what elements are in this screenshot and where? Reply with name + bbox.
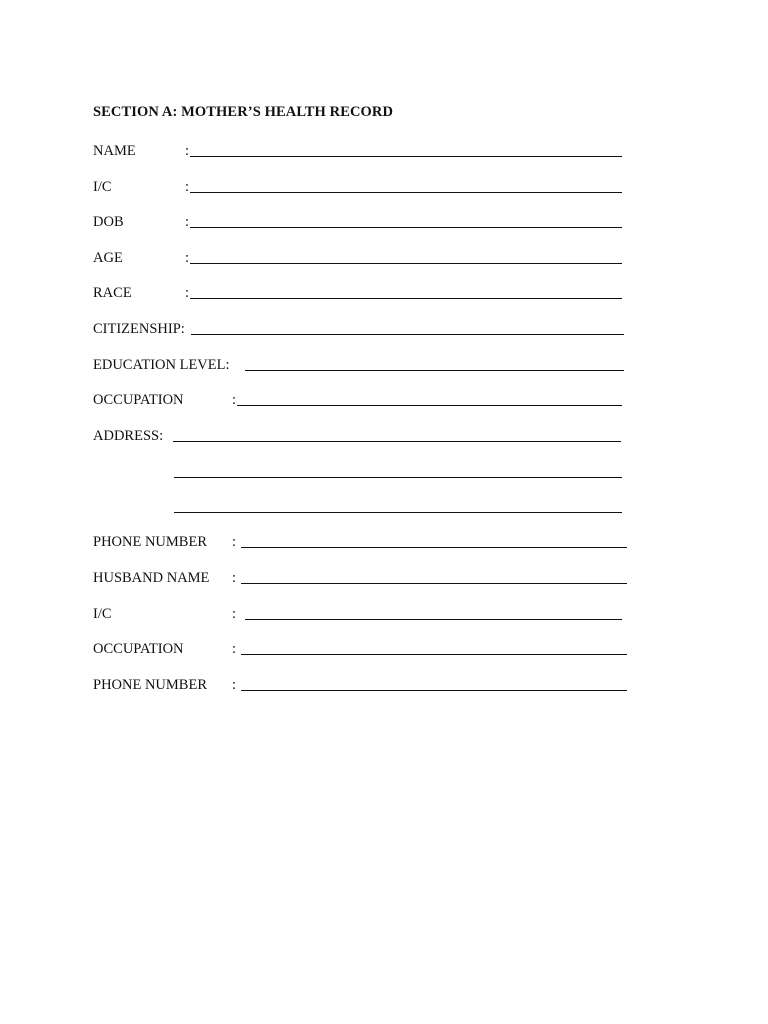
field-colon: : <box>232 606 237 622</box>
field-row-address-2 <box>93 462 633 482</box>
field-label-age: AGE <box>93 250 123 266</box>
occupation-input-line[interactable] <box>237 405 622 406</box>
field-row-name <box>93 141 633 161</box>
field-label-husband-occupation: OCCUPATION <box>93 641 184 657</box>
field-colon: : <box>232 570 237 586</box>
field-row-age <box>93 248 633 268</box>
field-row-husband-phone-number <box>93 675 633 695</box>
field-label-dob: DOB <box>93 214 124 230</box>
field-row-husband-name <box>93 568 633 588</box>
field-row-citizenship <box>93 319 633 339</box>
address-input-line-2[interactable] <box>174 477 622 478</box>
field-colon: : <box>185 179 190 195</box>
field-row-race <box>93 283 633 303</box>
field-row-occupation <box>93 390 633 410</box>
field-row-dob <box>93 212 633 232</box>
husband-ic-input-line[interactable] <box>245 619 622 620</box>
field-row-address-3 <box>93 497 633 517</box>
field-row-phone-number <box>93 532 633 552</box>
field-row-husband-occupation <box>93 639 633 659</box>
education-level-input-line[interactable] <box>245 370 624 371</box>
husband-phone-number-input-line[interactable] <box>241 690 627 691</box>
citizenship-input-line[interactable] <box>191 334 624 335</box>
field-label-address: ADDRESS: <box>93 428 164 444</box>
name-input-line[interactable] <box>190 156 622 157</box>
address-input-line-3[interactable] <box>174 512 622 513</box>
field-label-husband-name: HUSBAND NAME <box>93 570 210 586</box>
ic-input-line[interactable] <box>190 192 622 193</box>
field-label-education-level: EDUCATION LEVEL: <box>93 357 230 373</box>
field-label-phone-number: PHONE NUMBER <box>93 534 207 550</box>
field-label-race: RACE <box>93 285 132 301</box>
husband-name-input-line[interactable] <box>241 583 627 584</box>
section-title: SECTION A: MOTHER’S HEALTH RECORD <box>93 104 394 120</box>
field-label-ic: I/C <box>93 179 112 195</box>
field-colon: : <box>185 250 190 266</box>
field-row-education-level <box>93 355 633 375</box>
race-input-line[interactable] <box>190 298 622 299</box>
field-row-address <box>93 426 633 446</box>
field-colon: : <box>232 641 237 657</box>
field-label-husband-ic: I/C <box>93 606 112 622</box>
field-label-occupation: OCCUPATION <box>93 392 184 408</box>
field-row-husband-ic <box>93 604 633 624</box>
age-input-line[interactable] <box>190 263 622 264</box>
field-label-husband-phone-number: PHONE NUMBER <box>93 677 207 693</box>
field-colon: : <box>185 285 190 301</box>
field-colon: : <box>185 214 190 230</box>
field-colon: : <box>232 392 237 408</box>
husband-occupation-input-line[interactable] <box>241 654 627 655</box>
dob-input-line[interactable] <box>190 227 622 228</box>
field-label-name: NAME <box>93 143 136 159</box>
field-colon: : <box>232 677 237 693</box>
address-input-line-1[interactable] <box>173 441 621 442</box>
field-colon: : <box>232 534 237 550</box>
phone-number-input-line[interactable] <box>241 547 627 548</box>
field-label-citizenship: CITIZENSHIP: <box>93 321 185 337</box>
field-colon: : <box>185 143 190 159</box>
field-row-ic <box>93 177 633 197</box>
